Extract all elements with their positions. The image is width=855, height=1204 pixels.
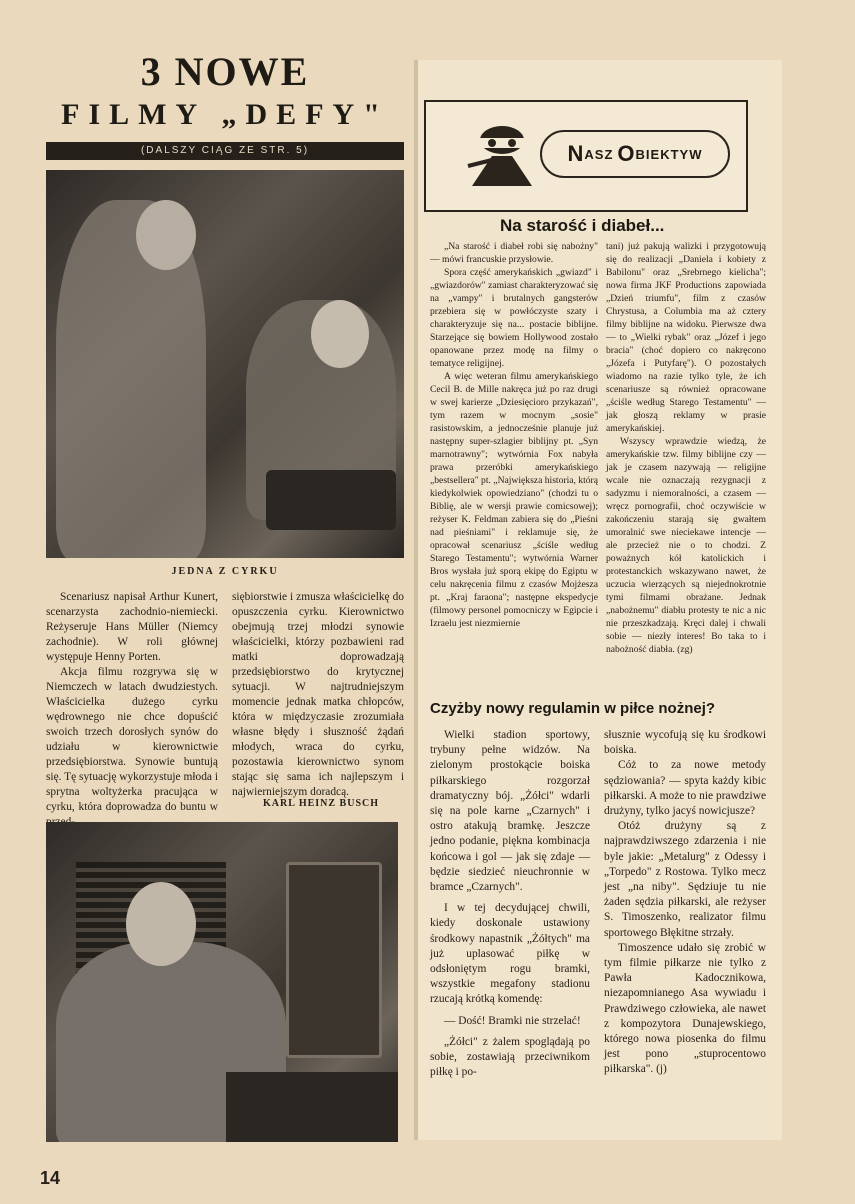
page-number: 14 bbox=[40, 1168, 61, 1188]
paragraph: A więc weteran filmu amerykańskiego Cecil B. de Mille nakręca już po raz drugi w swej karierze „Dziesięcioro przykazań", tym razem w mocnym „sosie" rasistowskim, a jednocześnie planuje już następny super-szlagier biblijny pt. „Syn marnotrawny"; wytwórnia Fox nabyła prawa przeróbki amerykańskiego „bestsellera" pt. „Największa historia, którą kiedykolwiek opowiedziano" (chodzi tu o Biblię, ale w wersji prawie comicsowej); reżyser K. Feldman zabiera się do „Pieśni nad pieśniami" i reklamuje się, że opracował scenariusz „ściśle według Starego Testamentu"; wytwórnia Warner Bros wysłała już sporą ekipę do Egiptu w celu nakręcenia filmu z czasów Mojżesza pt. „Kraj faraona"; następne ekspedycje (filmowy personel pomocniczy w Egipcie i Izraelu jest niezmiernie bbox=[430, 371, 599, 629]
panel-article2-col1 bbox=[430, 728, 590, 1080]
paragraph: Akcja filmu rozgrywa się w Niemczech w latach dwudziestych. Właścicielka dużego cyrku wędrownego nie chce dopuścić swoich trzech dorosłych synów do udziału w kierownictwie przedsiębiorstwa. Synowie buntują się. Tę sytuację wykorzystuje młoda i sprytna woltyżerka pracująca w cyrku, która doprowadza do buntu w bbox=[46, 666, 218, 813]
page-subtitle: FILMY „DEFY" bbox=[61, 98, 389, 131]
paragraph: słusznie wycofują się ku środkowi boiska. bbox=[604, 729, 766, 757]
photo-caption: JEDNA Z CYRKU bbox=[171, 566, 279, 577]
paragraph: Wszyscy wprawdzie wiedzą, że amerykańskie tzw. filmy biblijne czy — jak je czasem nazywają — religijne wcale nie oznaczają rezygnacji z sadyzmu i niemoralności, a czasem — wręcz pornografii, choć oczywiście w zakończeniu starają się gwałtem umoralnić swe nieciekawe intencje — ale przecież nie o to chodzi. Z poważnych kół katolickich i protestanckich wskazywano nawet, że uczucia wierzących są niejednokrotnie tymi filmami obrażane. Jednak „nabożnemu" diabłu protesty te nic a nic nie przeszkadzają. Kręci dalej i chwali sobie — niezły interes! Bo taka to i nabożność diabła. (zg) bbox=[606, 436, 766, 655]
paragraph: tani) już pakują walizki i przygotowują się do realizacji „Daniela i kobiety z Babilonu" oraz „Srebrnego kielicha"; nowa firma JKF Productions zapowiada „Dzień triumfu", film z czasów Chrystusa, a Columbia ma aż cztery filmy biblijne na widoku. Pierwsze dwa — to „Wielki rybak" oraz „Józef i jego bracia" (choć dopiero co nakręcono „Józefa i Putyfarę"). O pozostałych wiadomo na razie tylko tyle, że ich scenariusze są również opracowane „ściśle według Starego Testamentu" — jak głoszą reklamy w prasie amerykańskiej. bbox=[606, 241, 766, 434]
page-title: 3 NOWE bbox=[140, 49, 310, 94]
column-logo-nasz-obiektyw bbox=[540, 130, 730, 178]
film-still-circus bbox=[46, 170, 404, 558]
continuation-bar: (DALSZY CIĄG ZE STR. 5) bbox=[46, 142, 404, 160]
paragraph: Timoszence udało się zrobić w tym filmie piłkarze nie tylko z Pawła Kadocznikowa, niezapomnianego Asa wywiadu i Prawdziwego człowieka, ale nawet z kompozytora Dunajewskiego, którego nowa piosenka do filmu jest pono „stuprocentowo piłkarska". (j) bbox=[604, 941, 766, 1076]
paragraph: — Dość! Bramki nie strzelać! bbox=[444, 1014, 581, 1027]
photo-face bbox=[126, 882, 196, 966]
paragraph: Spora część amerykańskich „gwiazd" i „gwiazdorów" zamiast charakteryzować się na „vampy" i brutalnych gangsterów przebiera się w powłóczyste szaty i charakteryzuje się na... postacie biblijne. Starzejące się bowiem Hollywood zostało opanowane przez modę na filmy o tematyce religijnej. bbox=[430, 267, 598, 369]
photo-face-woman bbox=[311, 300, 369, 368]
article-column-2 bbox=[232, 590, 404, 800]
article-title-regulamin: Czyżby nowy regulamin w piłce nożnej? bbox=[430, 700, 716, 717]
logo-text-biektyw: BIEKTYW bbox=[635, 146, 703, 162]
panel-article2-col2 bbox=[604, 728, 766, 1078]
paragraph: Scenariusz napisał Arthur Kunert, scenarzysta zachodnio-niemiecki. Reżyseruje Hans Müller (Niemcy zachodnie). W roli głównej występuje Henny Porten. bbox=[46, 591, 218, 663]
paragraph: Cóż to za nowe metody sędziowania? — spyta każdy kibic piłkarski. A może to nie prawdziwe drużyny, tylko jacyś nowicjusze? bbox=[604, 759, 766, 818]
photo-typewriter bbox=[266, 470, 396, 530]
paragraph: Wielki stadion sportowy, trybuny pełne widzów. Na zielonym prostokącie boiska piłkarskiego rozgorzał dramatyczny bój. „Żółci" wdarli się na pole karne „Czarnych" i ostro atakują bramkę. Jeszcze jedno podanie, piękna kombinacja końcowa i gol — jak się zdaje — będzie siedzieć nieuchronnie w bramce „Czarnych". bbox=[430, 729, 590, 894]
photo-face-man bbox=[136, 200, 196, 270]
film-still-man-robe bbox=[46, 822, 398, 1142]
author-signature: KARL HEINZ BUSCH bbox=[262, 798, 380, 809]
panel-article1-col1 bbox=[430, 240, 598, 630]
article-column-1 bbox=[46, 590, 218, 830]
paragraph: „Na starość i diabeł robi się nabożny" — mówi francuskie przysłowie. bbox=[430, 241, 598, 265]
logo-letter-o: O bbox=[617, 141, 636, 166]
logo-text-asz: ASZ bbox=[584, 146, 614, 162]
photo-mirror bbox=[286, 862, 382, 1058]
photo-desk bbox=[226, 1072, 398, 1142]
panel-article1-col2 bbox=[606, 240, 766, 656]
cameraman-icon bbox=[462, 116, 542, 194]
paragraph: „Żółci" z żalem spoglądają po sobie, zostawiają przeciwnikom piłkę i po- bbox=[430, 1035, 590, 1079]
article-title-na-starosc: Na starość i diabeł... bbox=[500, 216, 665, 235]
logo-letter-n: N bbox=[567, 141, 585, 166]
paragraph: siębiorstwie i zmusza właścicielkę do opuszczenia cyrku. Kierownictwo obejmują trzej młodzi synowie właścicielki, którzy pozbawieni rad matki doprowadzają przedsiębiorstwo do krytycznej sytuacji. W najtrudniejszym momencie jednak matka chłopców, która w międzyczasie zrozumiała własne błędy i słuszność żądań młodych, wraca do cyrku, pozostawia kierownictwo synom stając się sama ich najlepszym i najwierniejszym doradcą. bbox=[232, 591, 404, 798]
paragraph: I w tej decydującej chwili, kiedy doskonale ustawiony środkowy napastnik „Żółtych" ma już uplasować piłkę w odsłoniętym rogu bramki, wszystkie megafony stadionu rzucają krótką komendę: bbox=[430, 902, 590, 1006]
paragraph: Otóż drużyny są z najprawdziwszego zdarzenia i nie byle jakie: „Metalurg" z Odessy i „Torpedo" z Rostowa. Tylko mecz jest „na niby". Sędziuje tu nie żaden sędzia piłkarski, ale reżyser S. Timoszenko, realizator filmu sportowego Błękitne strzały. bbox=[604, 820, 766, 939]
